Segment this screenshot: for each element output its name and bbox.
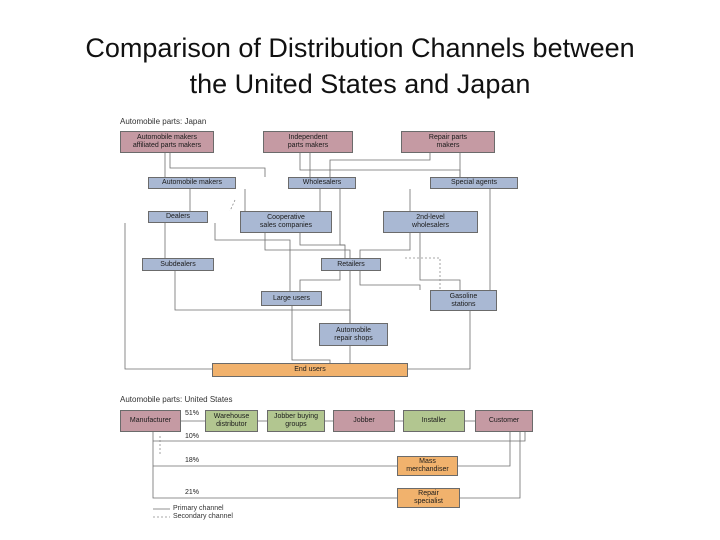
box-independent-parts-makers: Independent parts makers (263, 131, 353, 153)
box-large-users: Large users (261, 291, 322, 306)
pct-51: 51% (185, 410, 200, 417)
box-customer: Customer (475, 410, 533, 432)
box-jobber: Jobber (333, 410, 395, 432)
box-gasoline-stations: Gasoline stations (430, 290, 497, 311)
title-line-1: Comparison of Distribution Channels between (85, 33, 635, 63)
box-repair-parts-makers: Repair parts makers (401, 131, 495, 153)
box-repair-specialist: Repair specialist (397, 488, 460, 508)
box-subdealers: Subdealers (142, 258, 214, 271)
pct-18: 18% (185, 457, 200, 464)
legend-secondary-channel: Secondary channel (173, 513, 233, 520)
box-jobber-buying-groups: Jobber buying groups (267, 410, 325, 432)
japan-section-label: Automobile parts: Japan (120, 117, 207, 126)
box-automobile-makers-affiliated: Automobile makers affiliated parts makers (120, 131, 214, 153)
box-dealers: Dealers (148, 211, 208, 223)
box-2nd-level-wholesalers: 2nd-level wholesalers (383, 211, 478, 233)
box-installer: Installer (403, 410, 465, 432)
title-line-2: the United States and Japan (189, 69, 531, 99)
box-manufacturer: Manufacturer (120, 410, 181, 432)
box-automobile-repair-shops: Automobile repair shops (319, 323, 388, 346)
box-end-users: End users (212, 363, 408, 377)
box-warehouse-distributor: Warehouse distributor (205, 410, 258, 432)
box-mass-merchandiser: Mass merchandiser (397, 456, 458, 476)
pct-10: 10% (185, 433, 200, 440)
box-automobile-makers: Automobile makers (148, 177, 236, 189)
pct-21: 21% (185, 489, 200, 496)
box-retailers: Retailers (321, 258, 381, 271)
box-cooperative-sales-companies: Cooperative sales companies (240, 211, 332, 233)
box-special-agents: Special agents (430, 177, 518, 189)
us-section-label: Automobile parts: United States (120, 395, 233, 404)
box-wholesalers: Wholesalers (288, 177, 356, 189)
legend-primary-channel: Primary channel (173, 505, 224, 512)
